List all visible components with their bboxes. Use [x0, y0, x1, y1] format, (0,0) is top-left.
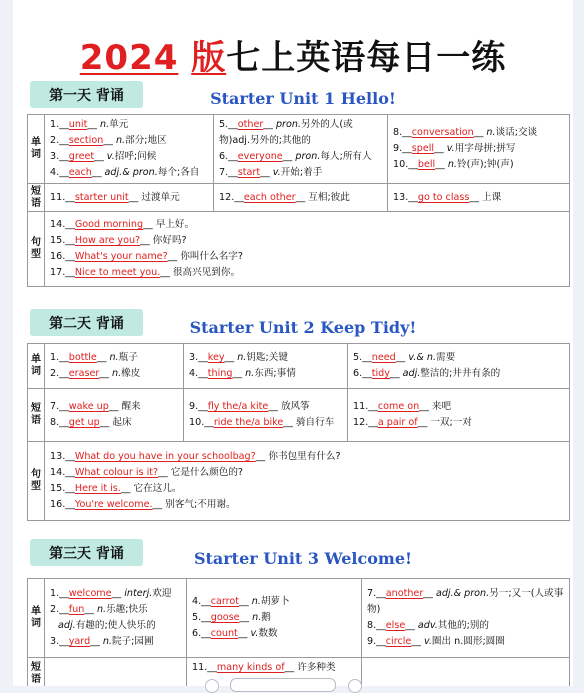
word-item: 4.__carrot__ n.胡萝卜: [192, 596, 290, 607]
title-rest: 七上英语每日一练: [226, 38, 507, 78]
day-1-words-col1: [45, 115, 214, 184]
phrase-item: 7.__wake up__ 醒来: [50, 401, 141, 412]
word-item: 6.__everyone__ pron.每人;所有人: [219, 151, 372, 162]
day-2-unit-title: Starter Unit 2 Keep Tidy!: [189, 318, 417, 337]
day-2-phrases-col3: [348, 389, 570, 442]
phrase-item: 12.__each other__ 互相;彼此: [214, 184, 388, 212]
day-2-words-col1: [45, 344, 184, 389]
phrase-item: 12.__a pair of__ 一双;一对: [353, 417, 472, 428]
sentence-item: 17.__Nice to meet you.__ 很高兴见到你。: [50, 267, 241, 278]
day-2-words-row: [28, 344, 570, 389]
word-item: 2.__fun__ n.乐趣;快乐: [50, 604, 148, 615]
sentence-item: 16.__You're welcome.__ 别客气;不用谢。: [50, 499, 236, 510]
word-item: 6.__tidy__ adj.整洁的;井井有条的: [353, 368, 501, 379]
word-item: 1.__bottle__ n.瓶子: [50, 352, 138, 363]
day-1-unit-title: Starter Unit 1 Hello!: [210, 89, 396, 108]
phrase-item: 8.__get up__ 起床: [50, 417, 132, 428]
word-item: 2.__eraser__ n.橡皮: [50, 368, 141, 379]
word-item: 5.__other__ pron.另外的人(或物)adj.另外的;其他的: [219, 119, 353, 146]
day-2-table: [27, 343, 570, 521]
word-item: 8.__conversation__ n.谈话;交谈: [393, 127, 538, 138]
day-1-sentences-row: [28, 212, 570, 287]
prev-page-icon[interactable]: [205, 679, 219, 693]
phrase-item: 9.__fly the/a kite__ 放风筝: [189, 401, 310, 412]
word-item: 4.__thing__ n.东西;事情: [189, 368, 296, 379]
day-3-tag: 第三天 背诵: [30, 539, 143, 566]
title-year: 2024: [79, 38, 179, 78]
word-item: 1.__welcome__ interj.欢迎: [50, 588, 172, 599]
phrases-label: 短 语: [28, 184, 45, 212]
sentences-label: 句 型: [28, 442, 45, 521]
page-indicator[interactable]: [230, 678, 336, 692]
day-2-sentences: [45, 442, 570, 521]
sentence-item: 15.__How are you?__ 你好吗?: [50, 235, 187, 246]
next-page-icon[interactable]: [348, 679, 362, 693]
day-1-words-col3: [388, 115, 570, 184]
word-item: 2.__section__ n.部分;地区: [50, 135, 167, 146]
day-3-words-col2: [187, 579, 362, 658]
word-item: 3.__key__ n.钥匙;关键: [189, 352, 288, 363]
phrase-item: 13.__go to class__ 上课: [388, 184, 570, 212]
day-1-sentences: [45, 212, 570, 287]
phrases-label: 短 语: [28, 658, 45, 687]
sentences-label: 句 型: [28, 212, 45, 287]
day-3-words-col3: [362, 579, 570, 658]
phrase-item: 11.__come on__ 来吧: [353, 401, 452, 412]
day-3-unit-title: Starter Unit 3 Welcome!: [193, 549, 413, 568]
sentence-item: 14.__Good morning__ 早上好。: [50, 219, 195, 230]
day-3-table: [27, 578, 570, 686]
day-2-phrases-row: [28, 389, 570, 442]
sentence-item: 16.__What's your name?__ 你叫什么名字?: [50, 251, 243, 262]
word-item: 6.__count__ v.数数: [192, 628, 278, 639]
day-2-tag: 第二天 背诵: [30, 309, 143, 336]
phrase-item: 11.__many kinds of__ 许多种类: [192, 662, 336, 673]
phrase-item: 11.__starter unit__ 过渡单元: [45, 184, 214, 212]
words-label: 单 词: [28, 344, 45, 389]
word-item: 8.__else__ adv.其他的;别的: [367, 620, 489, 631]
day-1-phrases-row: [28, 184, 570, 212]
day-1-words-row: [28, 115, 570, 184]
day-1-words-col2: [214, 115, 388, 184]
word-item: 5.__need__ v.& n.需要: [353, 352, 456, 363]
day-2-sentences-row: [28, 442, 570, 521]
word-item: 9.__circle__ v.圈出 n.圆形;圆圈: [367, 636, 505, 647]
word-item: 3.__greet__ v.招呼;问候: [50, 151, 157, 162]
day-1-table: [27, 114, 570, 287]
word-item: 7.__another__ adj.& pron.另一;又一(人或事物): [367, 588, 564, 615]
word-item: 1.__unit__ n.单元: [50, 119, 129, 130]
day-1-tag: 第一天 背诵: [30, 81, 143, 108]
day-3-words-row: [28, 579, 570, 658]
viewer-toolbar: [0, 678, 584, 686]
word-item: adj.有趣的;使人快乐的: [58, 620, 156, 631]
day-2-phrases-col2: [184, 389, 348, 442]
day-2-words-col2: [184, 344, 348, 389]
word-item: 10.__bell__ n.铃(声);钟(声): [393, 159, 514, 170]
day-3-words-col1: [45, 579, 187, 658]
worksheet-page: [13, 0, 573, 686]
word-item: 3.__yard__ n.院子;园圃: [50, 636, 154, 647]
sentence-item: 13.__What do you have in your schoolbag?__ 你书包里有什么?: [50, 451, 341, 462]
phrase-item: 10.__ride the/a bike__ 骑自行车: [189, 417, 335, 428]
title-ban: 版: [191, 38, 227, 78]
day-2-phrases-col1: [45, 389, 184, 442]
words-label: 单 词: [28, 579, 45, 658]
page-title: [13, 30, 573, 79]
word-item: 9.__spell__ v.用字母拼;拼写: [393, 143, 516, 154]
word-item: 5.__goose__ n.鹅: [192, 612, 271, 623]
phrases-label: 短 语: [28, 389, 45, 442]
word-item: 4.__each__ adj.& pron.每个;各自: [50, 167, 200, 178]
sentence-item: 14.__What colour is it?__ 它是什么颜色的?: [50, 467, 244, 478]
sentence-item: 15.__Here it is.__ 它在这儿。: [50, 483, 182, 494]
day-2-words-col3: [348, 344, 570, 389]
word-item: 7.__start__ v.开始;着手: [219, 167, 323, 178]
words-label: 单 词: [28, 115, 45, 184]
